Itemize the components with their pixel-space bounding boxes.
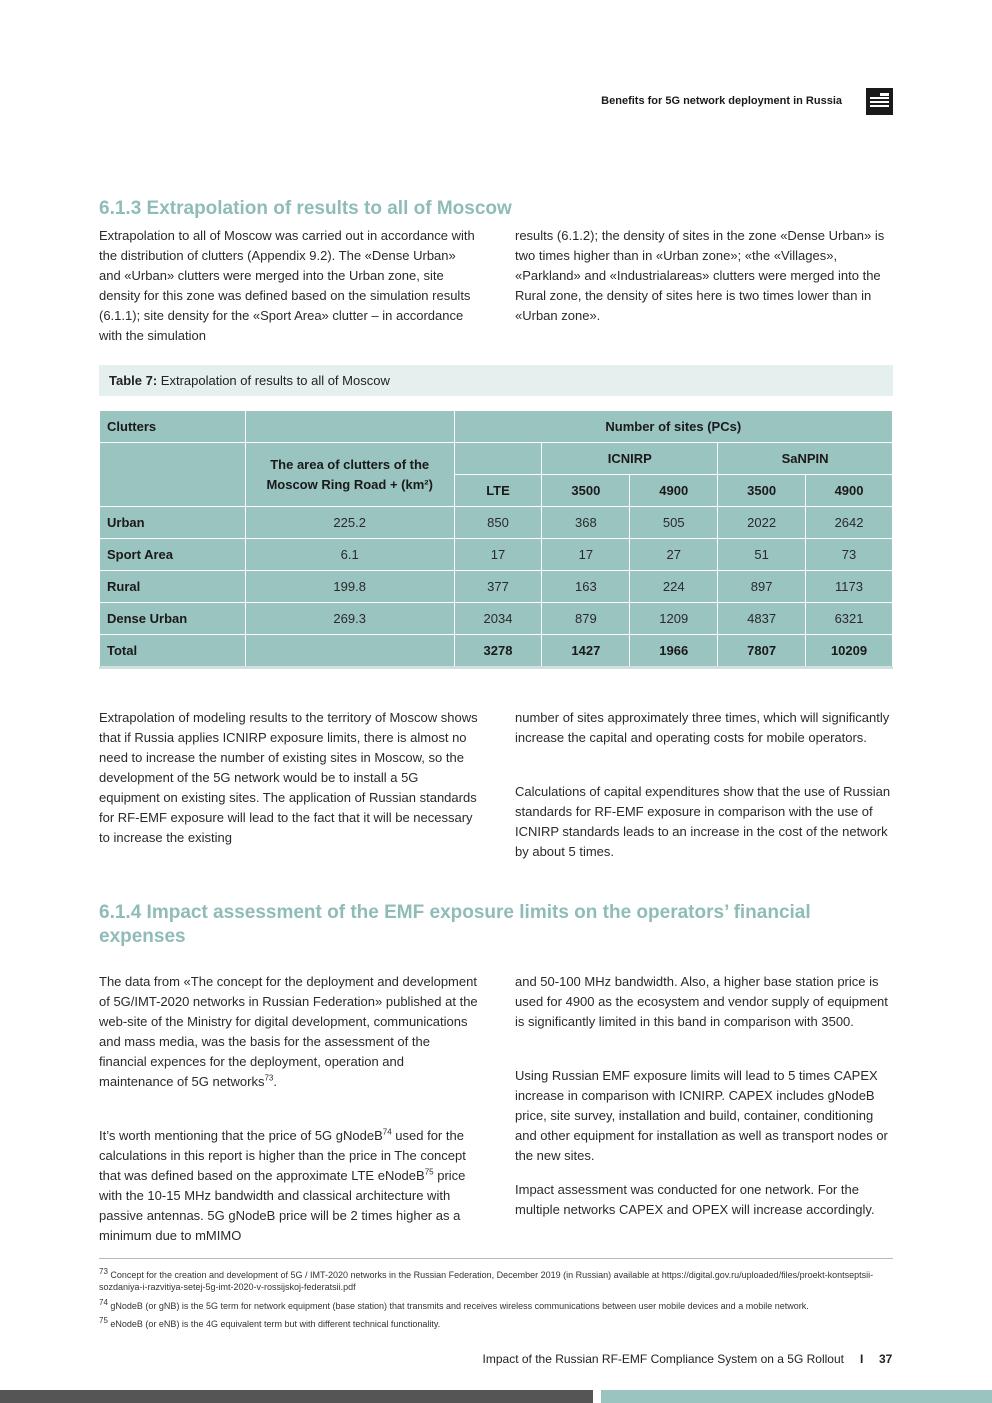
- cell-clutter: Rural: [100, 571, 246, 603]
- paragraph: Extrapolation of modeling results to the territory of Moscow shows that if Russia applies ICNIRP exposure limits, there is almost no need to increase the number of existing sites in Moscow, so the development of the 5G network would be to install a 5G equipment on existing sites. The application of Russian standards for RF-EMF exposure will lead to the fact that it will be necessary to increase the existing: [99, 710, 478, 845]
- footnote-text: gNodeB (or gNB) is the 5G term for network equipment (base station) that transmits and receives wireless communications between user mobile devices and a mobile network.: [107, 1301, 809, 1311]
- footer-bar-teal: [601, 1390, 992, 1403]
- cell-sanpin-3500: 7807: [718, 635, 806, 668]
- cell-icnirp-4900: 505: [630, 507, 718, 539]
- paragraph-text: price with the 10-15 MHz bandwidth and classical architecture with passive antennas. 5G gNodeB price will be 2 times higher as a minimum due to mMIMO: [99, 1168, 466, 1243]
- table-caption-text: Extrapolation of results to all of Moscow: [157, 373, 390, 388]
- cell-icnirp-4900: 224: [630, 571, 718, 603]
- paragraph-text: The data from «The concept for the deployment and development of 5G/IMT-2020 networks in Russian Federation» published at the web-site of the Ministry for digital development, communications and mass media, was the basis for the assessment of the financial expences for the deployment, operation and maintenance of 5G networks: [99, 974, 478, 1089]
- cell-lte: 17: [454, 539, 542, 571]
- cell-clutter: Total: [100, 635, 246, 668]
- footnote-divider: [99, 1258, 893, 1259]
- paragraph-text: It’s worth mentioning that the price of 5G gNodeB: [99, 1128, 383, 1143]
- footer-bar-dark: [0, 1390, 593, 1403]
- header-icnirp: ICNIRP: [542, 443, 718, 475]
- cell-sanpin-4900: 2642: [806, 507, 893, 539]
- footnote-ref-73[interactable]: 73: [264, 1073, 274, 1083]
- cell-clutter: Sport Area: [100, 539, 246, 571]
- paragraph: and 50-100 MHz bandwidth. Also, a higher base station price is used for 4900 as the ecosystem and vendor supply of equipment is significantly limited in this band in comparison with 3500.: [515, 974, 888, 1029]
- page-number: 37: [879, 1352, 893, 1366]
- cell-lte: 850: [454, 507, 542, 539]
- section-heading-6-1-3: 6.1.3 Extrapolation of results to all of Moscow: [99, 198, 512, 219]
- cell-lte: 3278: [454, 635, 542, 668]
- header-clutters: Clutters: [100, 411, 246, 443]
- header-area: The area of clutters of the Moscow Ring Road + (km²): [245, 443, 454, 507]
- cell-icnirp-4900: 27: [630, 539, 718, 571]
- cell-clutter: Dense Urban: [100, 603, 246, 635]
- paragraph: Calculations of capital expenditures show that the use of Russian standards for RF-EMF exposure in comparison with the use of ICNIRP standards leads to an increase in the cost of the network by about 5 times.: [515, 784, 891, 859]
- paragraph: results (6.1.2); the density of sites in the zone «Dense Urban» is two times higher than in «Urban zone»; «the «Villages», «Parkland» and «Industrialareas» clutters were merged into the Rural zone, the density of sites here is two times lower than in «Urban zone».: [515, 228, 885, 323]
- table-caption: [99, 365, 893, 396]
- cell-area: 269.3: [245, 603, 454, 635]
- cell-sanpin-4900: 6321: [806, 603, 893, 635]
- cell-icnirp-3500: 1427: [542, 635, 630, 668]
- footnote-ref-75[interactable]: 75: [424, 1167, 434, 1177]
- cell-clutter: Urban: [100, 507, 246, 539]
- table-caption-label: Table 7:: [109, 373, 158, 388]
- cell-sanpin-3500: 51: [718, 539, 806, 571]
- cell-area: 199.8: [245, 571, 454, 603]
- paragraph: number of sites approximately three times, which will significantly increase the capital and operating costs for mobile operators.: [515, 710, 890, 745]
- footer-title: Impact of the Russian RF-EMF Compliance System on a 5G Rollout: [482, 1352, 844, 1366]
- cell-icnirp-3500: 163: [542, 571, 630, 603]
- cell-lte: 2034: [454, 603, 542, 635]
- header-icnirp-3500: 3500: [542, 475, 630, 507]
- table-row: [100, 507, 893, 539]
- cell-sanpin-4900: 10209: [806, 635, 893, 668]
- section-heading-6-1-4: 6.1.4 Impact assessment of the EMF exposure limits on the operators’ financial expenses: [99, 902, 811, 947]
- cell-sanpin-4900: 73: [806, 539, 893, 571]
- cell-icnirp-3500: 368: [542, 507, 630, 539]
- paragraph: Impact assessment was conducted for one network. For the multiple networks CAPEX and OPEX will increase accordingly.: [515, 1182, 875, 1217]
- cell-icnirp-3500: 879: [542, 603, 630, 635]
- cell-area: 225.2: [245, 507, 454, 539]
- table-row: [100, 539, 893, 571]
- cell-area: 6.1: [245, 539, 454, 571]
- footnote-74: [99, 1300, 893, 1312]
- cell-sanpin-3500: 4837: [718, 603, 806, 635]
- paragraph: Extrapolation to all of Moscow was carried out in accordance with the distribution of clutters (Appendix 9.2). The «Dense Urban» and «Urban» clutters were merged into the Urban zone, site density for this zone was defined based on the simulation results (6.1.1); site density for the «Sport Area» clutter – in accordance with the simulation: [99, 228, 475, 343]
- table-row: [100, 571, 893, 603]
- header-icnirp-4900: 4900: [630, 475, 718, 507]
- header-blank: [454, 443, 542, 475]
- header-lte: LTE: [454, 475, 542, 507]
- cell-sanpin-3500: 2022: [718, 507, 806, 539]
- cell-sanpin-3500: 897: [718, 571, 806, 603]
- footnote-73: [99, 1269, 893, 1293]
- header-sanpin-3500: 3500: [718, 475, 806, 507]
- footnote-text: Concept for the creation and development of 5G / IMT-2020 networks in the Russian Federation, December 2019 (in Russian) available at https://digital.gov.ru/uploaded/files/proekt-kontseptsii-sozdaniya-i-razvitiya-setej-5g-imt-2020-v-rossijskoj-federatsii.pdf: [99, 1270, 874, 1292]
- cell-icnirp-4900: 1209: [630, 603, 718, 635]
- footnote-number: 75: [99, 1316, 108, 1325]
- cell-area: [245, 635, 454, 668]
- header-sanpin: SaNPIN: [718, 443, 893, 475]
- paragraph: Using Russian EMF exposure limits will lead to 5 times CAPEX increase in comparison with ICNIRP. CAPEX includes gNodeB price, site survey, installation and build, container, conditioning and other equipment for installation as well as transport nodes or the new sites.: [515, 1068, 888, 1163]
- footer-separator: I: [860, 1352, 864, 1366]
- running-header: Benefits for 5G network deployment in Russia: [601, 95, 842, 107]
- header-blank: [245, 411, 454, 443]
- paragraph: [99, 1126, 479, 1246]
- cell-sanpin-4900: 1173: [806, 571, 893, 603]
- paragraph-text: used for the calculations in this report is higher than the price in The concept that was defined based on the approximate LTE eNodeB: [99, 1128, 466, 1183]
- cell-icnirp-3500: 17: [542, 539, 630, 571]
- header-number-of-sites: Number of sites (PCs): [454, 411, 892, 443]
- table-row: [100, 603, 893, 635]
- paragraph: The data from «The concept for the deployment and development of 5G/IMT-2020 networks in Russian Federation» published at the web-site of the Ministry for digital development, communications and mass media, was the basis for the assessment of the financial expences for the deployment, operation and maintenance of 5G networks$^{73}$.: [99, 974, 478, 1089]
- footnote-number: 73: [99, 1267, 108, 1276]
- header-blank: [100, 443, 246, 507]
- data-table: [99, 410, 893, 669]
- cell-lte: 377: [454, 571, 542, 603]
- footnote-number: 74: [99, 1298, 108, 1307]
- footnote-ref-74[interactable]: 74: [382, 1127, 392, 1137]
- header-sanpin-4900: 4900: [806, 475, 893, 507]
- cell-icnirp-4900: 1966: [630, 635, 718, 668]
- table-row-total: [100, 635, 893, 668]
- logo-icon: [866, 88, 893, 115]
- footnote-text: eNodeB (or eNB) is the 4G equivalent term but with different technical functionality.: [107, 1319, 441, 1329]
- footnote-75: [99, 1318, 893, 1330]
